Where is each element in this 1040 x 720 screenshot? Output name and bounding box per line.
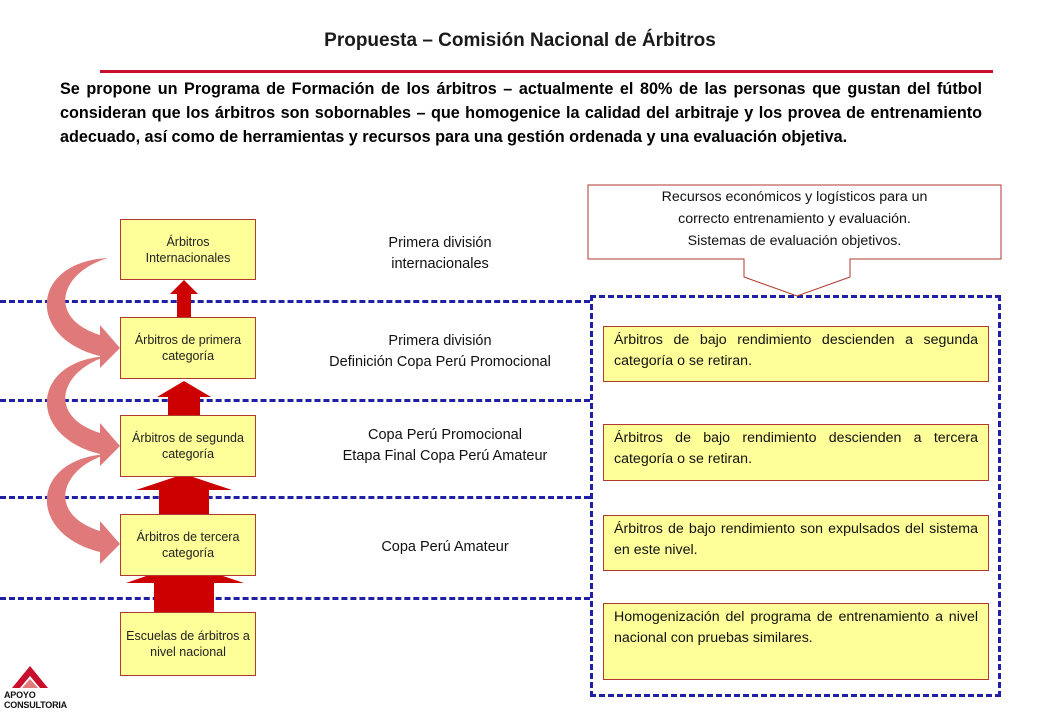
curve-segunda-to-tercera: [47, 454, 120, 564]
note-segunda: Árbitros de bajo rendimiento descienden a tercera categoría o se retiran.: [603, 424, 989, 481]
logo-line-2: CONSULTORIA: [4, 700, 67, 710]
level-escuelas: Escuelas de árbitros a nivel nacional: [120, 612, 256, 676]
page-title: Propuesta – Comisión Nacional de Árbitros: [324, 30, 716, 51]
logo-line-1: APOYO: [4, 690, 36, 700]
note-escuelas: Homogenización del programa de entrenamiento a nivel nacional con pruebas similares.: [603, 603, 989, 680]
arrow-primera-to-internacional: [170, 280, 198, 317]
level-primera-categoria: Árbitros de primera categoría: [120, 317, 256, 379]
division-label-4: Copa Perú Amateur: [381, 539, 509, 555]
division-label-3: Copa Perú Promocional Etapa Final Copa Perú Amateur: [342, 427, 548, 464]
demotion-curves: [47, 258, 120, 564]
curve-internacional-to-primera: [47, 258, 120, 368]
level-internacionales: Árbitros Internacionales: [120, 219, 256, 280]
level-tercera-categoria: Árbitros de tercera categoría: [120, 514, 256, 576]
note-tercera: Árbitros de bajo rendimiento son expulsados del sistema en este nivel.: [603, 515, 989, 571]
callout-resources: Recursos económicos y logísticos para un correcto entrenamiento y evaluación. Sistemas de evaluación objetivos.: [661, 189, 928, 249]
level-segunda-categoria: Árbitros de segunda categoría: [120, 415, 256, 477]
arrow-tercera-to-segunda: [136, 474, 232, 514]
curve-primera-to-segunda: [47, 356, 120, 466]
note-primera: Árbitros de bajo rendimiento descienden a segunda categoría o se retiran.: [603, 326, 989, 382]
division-label-1: Primera división internacionales: [388, 235, 492, 272]
division-label-2: Primera división Definición Copa Perú Promocional: [329, 333, 551, 370]
intro-paragraph: Se propone un Programa de Formación de los árbitros – actualmente el 80% de las personas que gustan del fútbol consideran que los árbitros son sobornables – que homogenice la calidad del arbitraje y los provea de entrenamiento adecuado, así como de herramientas y recursos para una gestión ordenada y una evaluación objetiva.: [60, 80, 982, 146]
logo-mark: [10, 664, 50, 690]
arrow-segunda-to-primera: [157, 381, 211, 415]
